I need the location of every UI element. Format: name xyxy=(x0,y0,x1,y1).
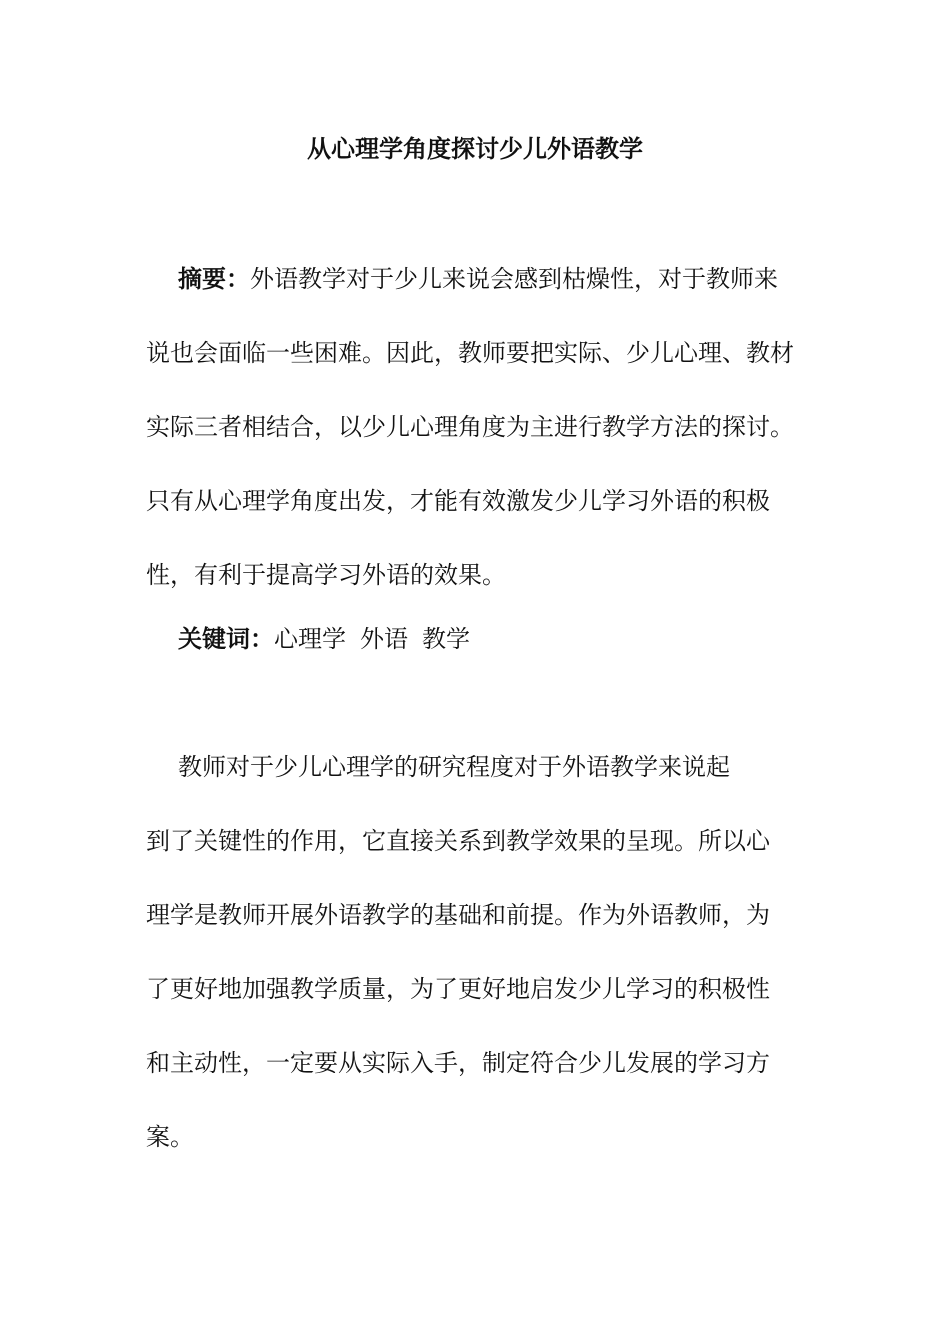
body-line-1: 教师对于少儿心理学的研究程度对于外语教学来说起 xyxy=(178,753,730,781)
keywords-label: 关键词： xyxy=(178,624,274,653)
abstract-text: 外语教学对于少儿来说会感到枯燥性，对于教师来 xyxy=(250,265,778,293)
abstract-line-5: 性，有利于提高学习外语的效果。 xyxy=(146,561,506,589)
keyword-item: 外语 xyxy=(360,625,408,653)
keywords-line xyxy=(178,622,470,656)
body-line-3: 理学是教师开展外语教学的基础和前提。作为外语教师，为 xyxy=(146,901,770,929)
abstract-line-2: 说也会面临一些困难。因此，教师要把实际、少儿心理、教材 xyxy=(146,339,794,367)
body-line-2: 到了关键性的作用，它直接关系到教学效果的呈现。所以心 xyxy=(146,827,770,855)
keyword-item: 心理学 xyxy=(274,625,346,653)
body-line-4: 了更好地加强教学质量，为了更好地启发少儿学习的积极性 xyxy=(146,975,770,1003)
body-line-5: 和主动性，一定要从实际入手，制定符合少儿发展的学习方 xyxy=(146,1049,770,1077)
document-title: 从心理学角度探讨少儿外语教学 xyxy=(307,134,643,163)
abstract-line-4: 只有从心理学角度出发，才能有效激发少儿学习外语的积极 xyxy=(146,487,770,515)
keyword-item: 教学 xyxy=(422,625,470,653)
abstract-label: 摘要： xyxy=(178,264,250,293)
abstract-line-3: 实际三者相结合，以少儿心理角度为主进行教学方法的探讨。 xyxy=(146,413,794,441)
abstract-line-1 xyxy=(178,262,778,296)
body-line-6: 案。 xyxy=(146,1123,194,1151)
